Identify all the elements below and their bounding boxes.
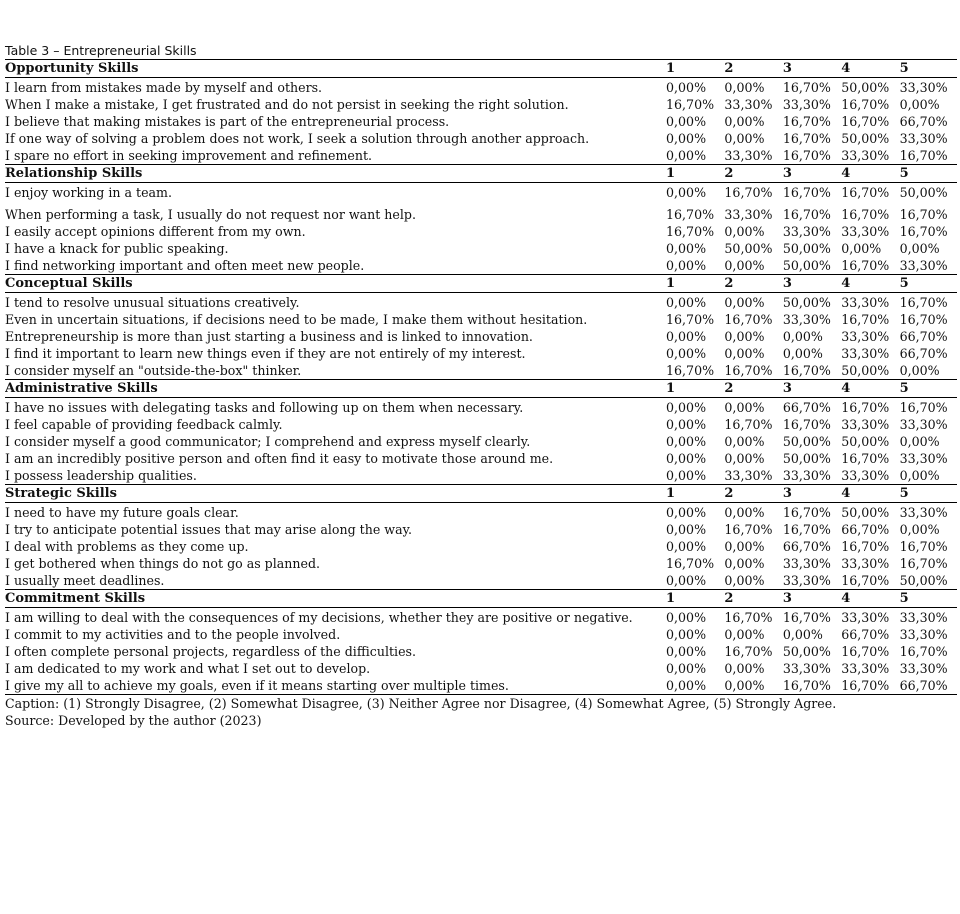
scale-header: 5 [899, 380, 957, 398]
table-row [5, 433, 957, 450]
percentage-cell: 16,70% [782, 363, 831, 378]
scale-header: 1 [665, 60, 723, 78]
percentage-cell: 0,00% [666, 148, 707, 163]
statement-cell: I need to have my future goals clear. [5, 505, 239, 520]
scale-header: 5 [899, 60, 957, 78]
section-header [5, 165, 957, 183]
table-source: Source: Developed by the author (2023) [5, 713, 262, 728]
statement-cell: I deal with problems as they come up. [5, 539, 249, 554]
skills-table-body [5, 60, 957, 695]
percentage-cell: 16,70% [782, 417, 831, 432]
percentage-cell: 0,00% [666, 295, 707, 310]
statement-cell: I find it important to learn new things even if they are not entirely of my interest. [5, 346, 526, 361]
percentage-cell: 16,70% [841, 312, 890, 327]
percentage-cell: 16,70% [841, 451, 890, 466]
statement-cell: Even in uncertain situations, if decisions need to be made, I make them without hesitation. [5, 312, 588, 327]
percentage-cell: 16,70% [899, 295, 948, 310]
percentage-cell: 33,30% [841, 148, 890, 163]
table-row [5, 467, 957, 485]
percentage-cell: 0,00% [666, 539, 707, 554]
percentage-cell: 16,70% [841, 258, 890, 273]
scale-header: 4 [840, 60, 898, 78]
percentage-cell: 33,30% [724, 97, 773, 112]
percentage-cell: 0,00% [666, 346, 707, 361]
statement-cell: I am willing to deal with the consequences of my decisions, whether they are positive or negative. [5, 610, 633, 625]
percentage-cell: 0,00% [899, 522, 940, 537]
table-row [5, 293, 957, 312]
percentage-cell: 66,70% [899, 114, 948, 129]
percentage-cell: 0,00% [724, 556, 765, 571]
percentage-cell: 33,30% [841, 610, 890, 625]
percentage-cell: 16,70% [899, 148, 948, 163]
percentage-cell: 50,00% [841, 131, 890, 146]
percentage-cell: 50,00% [899, 573, 948, 588]
percentage-cell: 16,70% [899, 312, 948, 327]
percentage-cell: 0,00% [666, 185, 707, 200]
percentage-cell: 0,00% [724, 258, 765, 273]
percentage-cell: 0,00% [666, 241, 707, 256]
statement-cell: I believe that making mistakes is part of the entrepreneurial process. [5, 114, 450, 129]
percentage-cell: 50,00% [782, 258, 831, 273]
percentage-cell: 16,70% [782, 185, 831, 200]
percentage-cell: 16,70% [724, 312, 773, 327]
percentage-cell: 0,00% [724, 661, 765, 676]
percentage-cell: 0,00% [724, 295, 765, 310]
percentage-cell: 0,00% [724, 114, 765, 129]
scale-header: 2 [723, 60, 781, 78]
percentage-cell: 16,70% [666, 363, 715, 378]
table-row [5, 183, 957, 202]
percentage-cell: 0,00% [666, 329, 707, 344]
percentage-cell: 16,70% [782, 207, 831, 222]
table-row [5, 416, 957, 433]
table-row [5, 96, 957, 113]
percentage-cell: 33,30% [841, 468, 890, 483]
percentage-cell: 50,00% [841, 80, 890, 95]
statement-cell: I am dedicated to my work and what I set out to develop. [5, 661, 371, 676]
scale-header: 5 [899, 590, 957, 608]
statement-cell: Entrepreneurship is more than just starting a business and is linked to innovation. [5, 329, 533, 344]
table-row [5, 78, 957, 97]
percentage-cell: 33,30% [841, 417, 890, 432]
percentage-cell: 33,30% [782, 556, 831, 571]
table-row [5, 555, 957, 572]
table-title: Table 3 – Entrepreneurial Skills [5, 43, 197, 58]
percentage-cell: 16,70% [841, 573, 890, 588]
table-row [5, 538, 957, 555]
section-title: Conceptual Skills [5, 275, 665, 293]
section-title: Strategic Skills [5, 485, 665, 503]
scale-header: 1 [665, 165, 723, 183]
table-row [5, 450, 957, 467]
statement-cell: If one way of solving a problem does not work, I seek a solution through another approach. [5, 131, 590, 146]
statement-cell: I consider myself an "outside-the-box" thinker. [5, 363, 302, 378]
percentage-cell: 0,00% [666, 505, 707, 520]
percentage-cell: 50,00% [782, 241, 831, 256]
percentage-cell: 0,00% [666, 522, 707, 537]
percentage-cell: 33,30% [841, 329, 890, 344]
percentage-cell: 0,00% [666, 573, 707, 588]
percentage-cell: 16,70% [782, 677, 840, 695]
scale-header: 2 [723, 590, 781, 608]
percentage-cell: 50,00% [782, 451, 831, 466]
percentage-cell: 16,70% [724, 522, 773, 537]
percentage-cell: 0,00% [724, 434, 765, 449]
percentage-cell: 16,70% [724, 417, 773, 432]
percentage-cell: 66,70% [899, 346, 948, 361]
percentage-cell: 16,70% [841, 185, 890, 200]
percentage-cell: 33,30% [841, 556, 890, 571]
statement-cell: I get bothered when things do not go as planned. [5, 556, 321, 571]
percentage-cell: 0,00% [782, 346, 823, 361]
percentage-cell: 0,00% [724, 400, 765, 415]
percentage-cell: 33,30% [782, 661, 831, 676]
table-row [5, 503, 957, 522]
percentage-cell: 50,00% [782, 644, 831, 659]
table-row [5, 328, 957, 345]
table-row [5, 201, 957, 223]
percentage-cell: 0,00% [782, 329, 823, 344]
percentage-cell: 50,00% [841, 505, 890, 520]
section-title: Opportunity Skills [5, 60, 665, 78]
scale-header: 2 [723, 275, 781, 293]
statement-cell: I give my all to achieve my goals, even if it means starting over multiple times. [5, 677, 665, 695]
table-row [5, 362, 957, 380]
percentage-cell: 0,00% [724, 80, 765, 95]
scale-header: 1 [665, 485, 723, 503]
scale-header: 4 [840, 590, 898, 608]
scale-header: 3 [782, 380, 840, 398]
percentage-cell: 0,00% [666, 434, 707, 449]
percentage-cell: 66,70% [841, 522, 890, 537]
percentage-cell: 16,70% [666, 207, 715, 222]
percentage-cell: 66,70% [899, 677, 957, 695]
section-title: Administrative Skills [5, 380, 665, 398]
percentage-cell: 16,70% [899, 207, 948, 222]
percentage-cell: 16,70% [782, 131, 831, 146]
percentage-cell: 0,00% [666, 451, 707, 466]
statement-cell: I possess leadership qualities. [5, 468, 197, 483]
percentage-cell: 16,70% [782, 505, 831, 520]
percentage-cell: 0,00% [666, 661, 707, 676]
scale-header: 4 [840, 275, 898, 293]
table-row [5, 608, 957, 627]
table-row [5, 240, 957, 257]
statement-cell: I have a knack for public speaking. [5, 241, 229, 256]
percentage-cell: 0,00% [841, 241, 882, 256]
percentage-cell: 16,70% [841, 539, 890, 554]
statement-cell: I feel capable of providing feedback calmly. [5, 417, 283, 432]
statement-cell: I have no issues with delegating tasks and following up on them when necessary. [5, 400, 524, 415]
percentage-cell: 33,30% [899, 258, 948, 273]
table-row [5, 147, 957, 165]
percentage-cell: 16,70% [899, 400, 948, 415]
statement-cell: I easily accept opinions different from my own. [5, 224, 306, 239]
percentage-cell: 16,70% [841, 207, 890, 222]
percentage-cell: 16,70% [666, 312, 715, 327]
statement-cell: When I make a mistake, I get frustrated and do not persist in seeking the right solution. [5, 97, 569, 112]
section-header [5, 380, 957, 398]
statement-cell: I usually meet deadlines. [5, 573, 165, 588]
percentage-cell: 0,00% [724, 505, 765, 520]
scale-header: 4 [840, 380, 898, 398]
percentage-cell: 33,30% [782, 573, 831, 588]
statement-cell: I often complete personal projects, regardless of the difficulties. [5, 644, 416, 659]
percentage-cell: 16,70% [782, 80, 831, 95]
percentage-cell: 16,70% [899, 644, 948, 659]
percentage-cell: 33,30% [724, 148, 773, 163]
table-row [5, 643, 957, 660]
section-header [5, 590, 957, 608]
percentage-cell: 16,70% [899, 224, 948, 239]
percentage-cell: 0,00% [899, 468, 940, 483]
percentage-cell: 0,00% [899, 363, 940, 378]
percentage-cell: 33,30% [899, 80, 948, 95]
percentage-cell: 16,70% [841, 400, 890, 415]
percentage-cell: 50,00% [841, 363, 890, 378]
statement-cell: When performing a task, I usually do not request nor want help. [5, 207, 416, 222]
percentage-cell: 33,30% [841, 346, 890, 361]
percentage-cell: 0,00% [724, 451, 765, 466]
percentage-cell: 0,00% [724, 627, 765, 642]
scale-header: 3 [782, 275, 840, 293]
percentage-cell: 16,70% [724, 610, 773, 625]
percentage-cell: 0,00% [666, 644, 707, 659]
percentage-cell: 33,30% [899, 505, 948, 520]
section-title: Relationship Skills [5, 165, 665, 183]
statement-cell: I learn from mistakes made by myself and others. [5, 80, 323, 95]
percentage-cell: 16,70% [841, 114, 890, 129]
section-header [5, 485, 957, 503]
table-caption: Caption: (1) Strongly Disagree, (2) Somewhat Disagree, (3) Neither Agree nor Disagree, (4) Somewhat Agree, (5) Strongly Agree. [5, 696, 837, 711]
scale-header: 1 [665, 380, 723, 398]
percentage-cell: 33,30% [899, 417, 948, 432]
percentage-cell: 33,30% [782, 468, 831, 483]
percentage-cell: 50,00% [724, 241, 773, 256]
scale-header: 3 [782, 590, 840, 608]
percentage-cell: 33,30% [899, 131, 948, 146]
percentage-cell: 16,70% [840, 677, 898, 695]
percentage-cell: 0,00% [665, 677, 723, 695]
scale-header: 3 [782, 485, 840, 503]
percentage-cell: 16,70% [666, 97, 715, 112]
percentage-cell: 66,70% [841, 627, 890, 642]
statement-cell: I commit to my activities and to the people involved. [5, 627, 341, 642]
percentage-cell: 0,00% [723, 677, 781, 695]
percentage-cell: 0,00% [666, 131, 707, 146]
scale-header: 1 [665, 275, 723, 293]
table-row [5, 660, 957, 677]
scale-header: 4 [840, 485, 898, 503]
percentage-cell: 16,70% [899, 539, 948, 554]
statement-cell: I find networking important and often meet new people. [5, 258, 365, 273]
table-row [5, 521, 957, 538]
percentage-cell: 16,70% [841, 97, 890, 112]
percentage-cell: 0,00% [666, 258, 707, 273]
percentage-cell: 16,70% [724, 644, 773, 659]
percentage-cell: 0,00% [666, 400, 707, 415]
table-row [5, 677, 957, 695]
scale-header: 3 [782, 60, 840, 78]
percentage-cell: 0,00% [899, 434, 940, 449]
percentage-cell: 0,00% [899, 97, 940, 112]
table-row [5, 345, 957, 362]
percentage-cell: 33,30% [724, 207, 773, 222]
percentage-cell: 33,30% [782, 312, 831, 327]
percentage-cell: 0,00% [666, 417, 707, 432]
scale-header: 3 [782, 165, 840, 183]
scale-header: 2 [723, 165, 781, 183]
percentage-cell: 0,00% [724, 539, 765, 554]
percentage-cell: 50,00% [841, 434, 890, 449]
scale-header: 5 [899, 275, 957, 293]
percentage-cell: 16,70% [724, 185, 773, 200]
percentage-cell: 33,30% [841, 295, 890, 310]
percentage-cell: 33,30% [899, 451, 948, 466]
percentage-cell: 33,30% [724, 468, 773, 483]
statement-cell: I spare no effort in seeking improvement and refinement. [5, 148, 373, 163]
percentage-cell: 16,70% [899, 556, 948, 571]
section-header [5, 60, 957, 78]
percentage-cell: 0,00% [666, 610, 707, 625]
percentage-cell: 33,30% [899, 610, 948, 625]
percentage-cell: 0,00% [666, 114, 707, 129]
percentage-cell: 50,00% [782, 295, 831, 310]
percentage-cell: 33,30% [841, 661, 890, 676]
percentage-cell: 16,70% [666, 556, 715, 571]
document [5, 41, 957, 729]
percentage-cell: 16,70% [666, 224, 715, 239]
percentage-cell: 16,70% [782, 148, 831, 163]
percentage-cell: 0,00% [899, 241, 940, 256]
table-row [5, 130, 957, 147]
percentage-cell: 16,70% [841, 644, 890, 659]
statement-cell: I am an incredibly positive person and often find it easy to motivate those around me. [5, 451, 554, 466]
percentage-cell: 0,00% [724, 573, 765, 588]
percentage-cell: 66,70% [782, 539, 831, 554]
section-header [5, 275, 957, 293]
percentage-cell: 0,00% [724, 329, 765, 344]
table-row [5, 113, 957, 130]
section-title: Commitment Skills [5, 590, 665, 608]
percentage-cell: 66,70% [782, 400, 831, 415]
percentage-cell: 0,00% [666, 468, 707, 483]
percentage-cell: 66,70% [899, 329, 948, 344]
percentage-cell: 33,30% [782, 224, 831, 239]
percentage-cell: 16,70% [724, 363, 773, 378]
scale-header: 2 [723, 485, 781, 503]
scale-header: 1 [665, 590, 723, 608]
table-row [5, 223, 957, 240]
percentage-cell: 50,00% [782, 434, 831, 449]
table-row [5, 626, 957, 643]
percentage-cell: 16,70% [782, 114, 831, 129]
percentage-cell: 0,00% [666, 627, 707, 642]
statement-cell: I tend to resolve unusual situations creatively. [5, 295, 300, 310]
statement-cell: I enjoy working in a team. [5, 185, 172, 200]
percentage-cell: 0,00% [724, 224, 765, 239]
percentage-cell: 33,30% [899, 627, 948, 642]
table-row [5, 257, 957, 275]
table-row [5, 398, 957, 417]
percentage-cell: 33,30% [782, 97, 831, 112]
scale-header: 5 [899, 485, 957, 503]
table-row [5, 311, 957, 328]
percentage-cell: 50,00% [899, 185, 948, 200]
percentage-cell: 16,70% [782, 610, 831, 625]
statement-cell: I consider myself a good communicator; I comprehend and express myself clearly. [5, 434, 531, 449]
table-row [5, 572, 957, 590]
scale-header: 5 [899, 165, 957, 183]
scale-header: 4 [840, 165, 898, 183]
statement-cell: I try to anticipate potential issues that may arise along the way. [5, 522, 413, 537]
percentage-cell: 16,70% [782, 522, 831, 537]
percentage-cell: 0,00% [724, 346, 765, 361]
percentage-cell: 33,30% [899, 661, 948, 676]
scale-header: 2 [723, 380, 781, 398]
percentage-cell: 0,00% [666, 80, 707, 95]
percentage-cell: 33,30% [841, 224, 890, 239]
percentage-cell: 0,00% [724, 131, 765, 146]
skills-table [5, 59, 957, 695]
percentage-cell: 0,00% [782, 627, 823, 642]
